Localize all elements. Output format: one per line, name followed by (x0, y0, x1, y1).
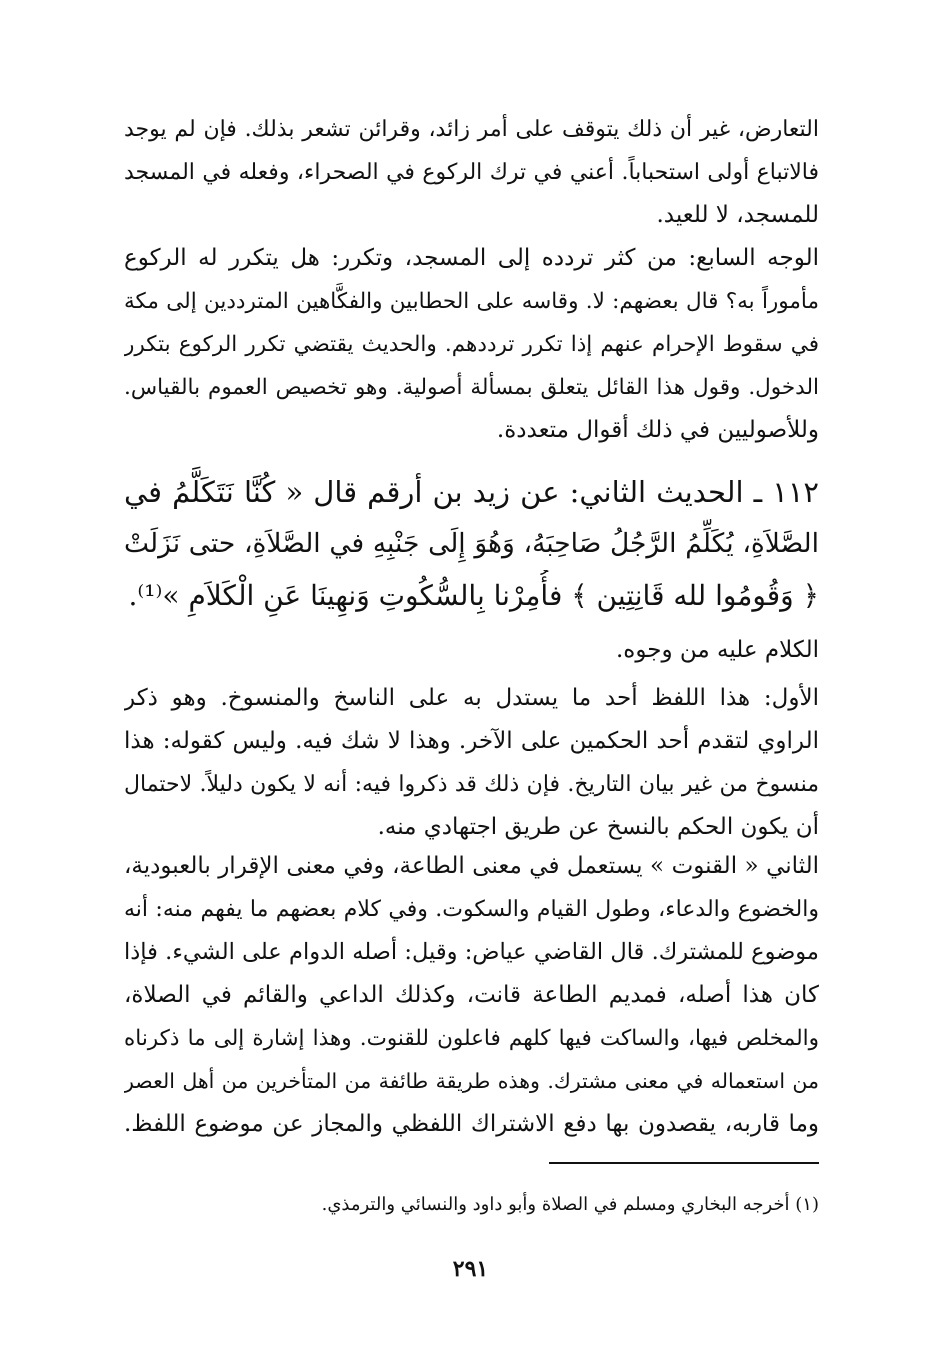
hadith-line: الصَّلاَةِ، يُكَلِّمُ الرَّجُلُ صَاحِبَهُ، وَهُوَ إِلَى جَنْبِهِ في الصَّلاَةِ، حتى نَزَلَتْ (124, 528, 819, 559)
paragraph-second-aspect (124, 845, 819, 1146)
page-number: ٢٩١ (452, 1256, 489, 1282)
text-line: الوجه السابع: من كثر تردده إلى المسجد، وتكرر: هل يتكرر له الركوع (124, 245, 819, 271)
text-line: وما قاربه، يقصدون بها دفع الاشتراك اللفظي والمجاز عن موضوع اللفظ. (124, 1111, 819, 1137)
paragraph-seventh-aspect (124, 237, 819, 452)
text-line: في سقوط الإحرام عنهم إذا تكرر ترددهم. والحديث يقتضي تكرر الركوع بتكرر (124, 332, 819, 357)
text-line: مأموراً به؟ قال بعضهم: لا. وقاسه على الحطابين والفكَّاهين المترددين إلى مكة (124, 289, 819, 314)
text-line: للمسجد، لا للعيد. (656, 202, 819, 228)
text-line: فالاتباع أولى استحباباً. أعني في ترك الركوع في الصحراء، وفعله في المسجد (124, 160, 819, 185)
hadith-112 (124, 466, 819, 622)
text-line: أن يكون الحكم بالنسخ عن طريق اجتهادي منه. (377, 814, 819, 840)
text-line: الثاني « القنوت » يستعمل في معنى الطاعة، وفي معنى الإقرار بالعبودية، (124, 853, 819, 879)
text-line: الأول: هذا اللفظ أحد ما يستدل به على الناسخ والمنسوخ. وهو ذكر (124, 685, 819, 711)
text-line: الكلام عليه من وجوه. (615, 637, 819, 663)
paragraph-first-aspect (124, 677, 819, 849)
text-line: الدخول. وقول هذا القائل يتعلق بمسألة أصولية. وهو تخصيص العموم بالقياس. (124, 375, 819, 400)
hadith-line: ١١٢ ـ الحديث الثاني: عن زيد بن أرقم قال « كُنَّا نَتَكَلَّمُ في (124, 475, 819, 509)
paragraph-continuation (124, 108, 819, 237)
text-line: التعارض، غير أن ذلك يتوقف على أمر زائد، وقرائن تشعر بذلك. فإن لم يوجد (124, 117, 819, 142)
text-line: الراوي لتقدم أحد الحكمين على الآخر. وهذا لا شك فيه. وليس كقوله: هذا (124, 728, 819, 754)
text-line: والخضوع والدعاء، وطول القيام والسكوت. وفي كلام بعضهم ما يفهم منه: أنه (124, 897, 819, 922)
hadith-line: ﴿ وَقُومُوا لله قَانِتِين ﴾ فأُمِرْنا بِالسُّكُوتِ وَنهِينَا عَنِ الْكَلاَمِ »⁽¹⁾. (128, 579, 819, 612)
text-line: كان هذا أصله، فمديم الطاعة قانت، وكذلك الداعي والقائم في الصلاة، (124, 982, 819, 1008)
text-line: والمخلص فيها، والساكت فيها كلهم فاعلون للقنوت. وهذا إشارة إلى ما ذكرناه (124, 1026, 819, 1051)
text-line: موضوع للمشترك. قال القاضي عياض: وقيل: أصله الدوام على الشيء. فإذا (124, 939, 819, 965)
text-line: من استعماله في معنى مشترك. وهذه طريقة طائفة من المتأخرين من أهل العصر (124, 1069, 819, 1093)
text-line: منسوخ من غير بيان التاريخ. فإن ذلك قد ذكروا فيه: أنه لا يكون دليلاً. لاحتمال (124, 772, 819, 797)
paragraph-commentary-intro (124, 629, 819, 672)
footnote: (١) أخرجه البخاري ومسلم في الصلاة وأبو داود والنسائي والترمذي. (321, 1194, 819, 1215)
text-line: وللأصوليين في ذلك أقوال متعددة. (496, 417, 819, 443)
footnote-divider (549, 1162, 819, 1164)
